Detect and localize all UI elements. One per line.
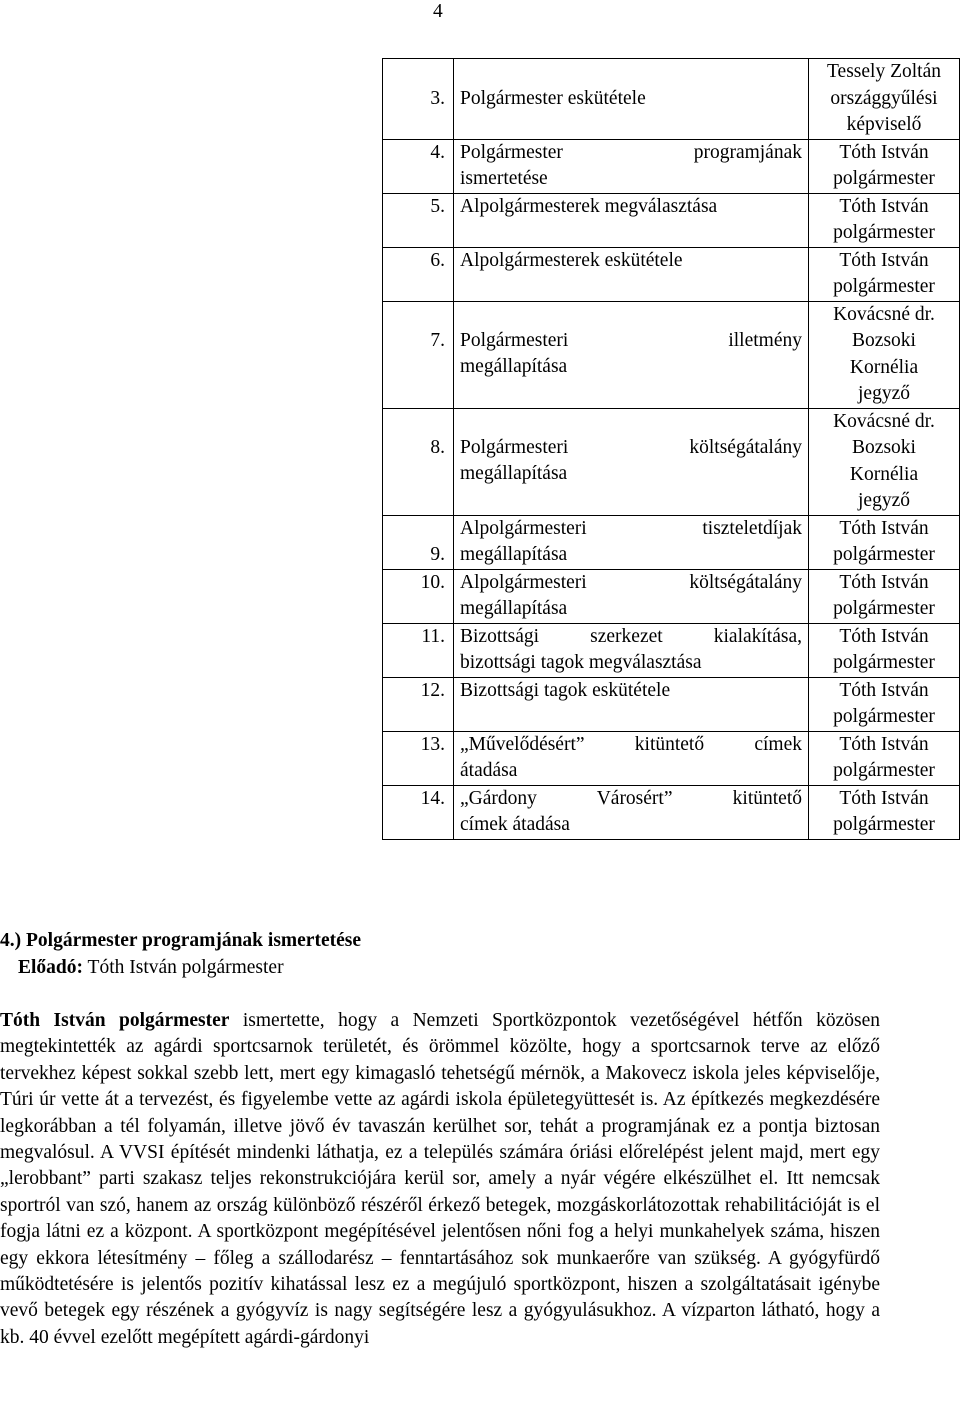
presenter-line: Tóth István xyxy=(839,517,929,539)
presenter-line: Tóth István xyxy=(839,141,929,163)
section-presenter xyxy=(18,955,284,982)
agenda-number: 5. xyxy=(383,193,454,247)
agenda-row xyxy=(383,785,960,839)
agenda-item-line: címek átadása xyxy=(460,814,570,835)
presenter-line: jegyző xyxy=(858,490,910,511)
agenda-row xyxy=(383,623,960,677)
agenda-number: 13. xyxy=(383,731,454,785)
presenter-line: polgármester xyxy=(833,276,935,297)
agenda-item-line: Polgármesteri költségátalány xyxy=(460,436,802,458)
agenda-row xyxy=(383,731,960,785)
agenda-number: 9. xyxy=(383,515,454,569)
agenda-row xyxy=(383,139,960,193)
agenda-number: 10. xyxy=(383,569,454,623)
agenda-row xyxy=(383,515,960,569)
agenda-item-line: Bizottsági szerkezet kialakítása, xyxy=(460,625,802,647)
agenda-item xyxy=(454,785,809,839)
agenda-presenter xyxy=(809,623,960,677)
body-text: ismertette, hogy a Nemzeti Sportközpontok vezetőségével hétfőn közösen megtekintették az agárdi sportcsarnok területét, és örömmel közölte, hogy a sportcsarnok terve az előző tervekhez képest sokkal szebb lett, mert egy kimagasló tehetségű mérnök, a Makovecz iskola jeles képviselője, Túri úr vette át a tervezést, és figyelembe vette az agárdi iskola épületegyüttesét is. Az építkezés megkezdésére legkorábban a tél folyamán, illetve jövő év tavaszán kerülhet sor, tehát a programjának ez a pontja biztosan megvalósul. A VVSI építését mindenki láthatja, ez a település számára óriási előrelépést jelent majd, mert egy „lerobbant” parti szakasz teljes rekonstrukciójára kerül sor, amely a nyár végére elkészülhet el. Itt nemcsak sportról van szó, hanem az ország különböző részéről érkező betegek, mozgáskorlátozottak rehabilitációját is el fogja látni ez a központ. A sportközpont megépítésével jelentősen nőni fog a helyi munkahelyek száma, hiszen egy ekkora létesítmény – főleg a szállodarész – fenntartásához sok munkaerőre van szükség. A gyógyfürdő működtetésére is jelentős pozitív kihatással lesz ez a megújuló sportközpont, hiszen a szolgáltatásait igénybe vevő betegek egy részének a gyógyvíz is nagy segítségére lesz a gyógyulásukhoz. A vízparton látható, hogy a kb. 40 évvel ezelőtt megépített agárdi-gárdonyi xyxy=(0,1010,880,1348)
agenda-presenter xyxy=(809,408,960,515)
page-number: 4 xyxy=(433,1,443,22)
body-paragraph xyxy=(0,1008,880,1351)
agenda-presenter xyxy=(809,731,960,785)
speaker-name: Tóth István polgármester xyxy=(0,1010,230,1031)
agenda-item-line: megállapítása xyxy=(460,598,568,619)
agenda-presenter xyxy=(809,569,960,623)
agenda-item xyxy=(454,139,809,193)
agenda-presenter xyxy=(809,59,960,140)
presenter-line: polgármester xyxy=(833,760,935,781)
section-heading xyxy=(0,928,361,955)
agenda-item: Alpolgármesterek megválasztása xyxy=(454,193,809,247)
presenter-name: Tóth István polgármester xyxy=(87,957,284,978)
agenda-presenter xyxy=(809,515,960,569)
presenter-line: Bozsoki xyxy=(852,437,916,458)
agenda-presenter xyxy=(809,677,960,731)
agenda-number: 3. xyxy=(383,59,454,140)
agenda-row xyxy=(383,247,960,301)
agenda-item xyxy=(454,515,809,569)
presenter-line: polgármester xyxy=(833,652,935,673)
presenter-line: Tóth István xyxy=(839,249,929,271)
presenter-line: országgyűlési xyxy=(830,87,938,109)
agenda-presenter xyxy=(809,247,960,301)
presenter-line: polgármester xyxy=(833,814,935,835)
agenda-number: 4. xyxy=(383,139,454,193)
agenda-item: Bizottsági tagok eskütétele xyxy=(454,677,809,731)
agenda-item: Alpolgármesterek eskütétele xyxy=(454,247,809,301)
presenter-line: polgármester xyxy=(833,222,935,243)
agenda-item-line: Polgármesteri illetmény xyxy=(460,329,802,351)
agenda-item xyxy=(454,731,809,785)
agenda-item: Polgármester eskütétele xyxy=(454,59,809,140)
agenda-item-line: megállapítása xyxy=(460,356,568,377)
agenda-row xyxy=(383,408,960,515)
agenda-item-line: „Gárdony Városért” kitüntető xyxy=(460,787,802,809)
presenter-line: polgármester xyxy=(833,598,935,619)
agenda-item-line: bizottsági tagok megválasztása xyxy=(460,652,702,673)
presenter-line: Tóth István xyxy=(839,679,929,701)
agenda-row xyxy=(383,301,960,408)
presenter-label: Előadó: xyxy=(18,957,84,978)
agenda-row xyxy=(383,677,960,731)
presenter-line: polgármester xyxy=(833,706,935,727)
presenter-line: polgármester xyxy=(833,168,935,189)
agenda-item-line: Polgármester programjának xyxy=(460,141,802,163)
agenda-presenter xyxy=(809,193,960,247)
agenda-number: 6. xyxy=(383,247,454,301)
agenda-number: 11. xyxy=(383,623,454,677)
agenda-item-line: Alpolgármesteri tiszteletdíjak xyxy=(460,517,802,539)
agenda-row xyxy=(383,569,960,623)
agenda-table xyxy=(382,58,960,840)
presenter-line: Kovácsné dr. xyxy=(833,410,935,432)
agenda-item xyxy=(454,301,809,408)
presenter-line: Tóth István xyxy=(839,625,929,647)
agenda-presenter xyxy=(809,785,960,839)
presenter-line: Kornélia xyxy=(849,463,919,485)
presenter-line: Tóth István xyxy=(839,195,929,217)
agenda-row xyxy=(383,193,960,247)
presenter-line: Kovácsné dr. xyxy=(833,303,935,325)
agenda-item xyxy=(454,623,809,677)
agenda-item-line: Alpolgármesteri költségátalány xyxy=(460,571,802,593)
agenda-number: 12. xyxy=(383,677,454,731)
agenda-item xyxy=(454,569,809,623)
presenter-line: Tóth István xyxy=(839,571,929,593)
agenda-row xyxy=(383,59,960,140)
agenda-item xyxy=(454,408,809,515)
agenda-item-line: megállapítása xyxy=(460,544,568,565)
agenda-number: 14. xyxy=(383,785,454,839)
agenda-presenter xyxy=(809,301,960,408)
presenter-line: képviselő xyxy=(846,114,922,135)
agenda-item-line: átadása xyxy=(460,760,518,781)
agenda-item-line: ismertetése xyxy=(460,168,548,189)
presenter-line: Bozsoki xyxy=(852,330,916,351)
presenter-line: Tóth István xyxy=(839,733,929,755)
agenda-presenter xyxy=(809,139,960,193)
section-heading-text: 4.) Polgármester programjának ismertetése xyxy=(0,930,361,951)
presenter-line: polgármester xyxy=(833,544,935,565)
agenda-number: 7. xyxy=(383,301,454,408)
agenda-item-line: megállapítása xyxy=(460,463,568,484)
agenda-item-line: „Művelődésért” kitüntető címek xyxy=(460,733,802,755)
presenter-line: Tóth István xyxy=(839,787,929,809)
agenda-number: 8. xyxy=(383,408,454,515)
presenter-line: jegyző xyxy=(858,383,910,404)
presenter-line: Tessely Zoltán xyxy=(827,61,941,82)
presenter-line: Kornélia xyxy=(849,356,919,378)
